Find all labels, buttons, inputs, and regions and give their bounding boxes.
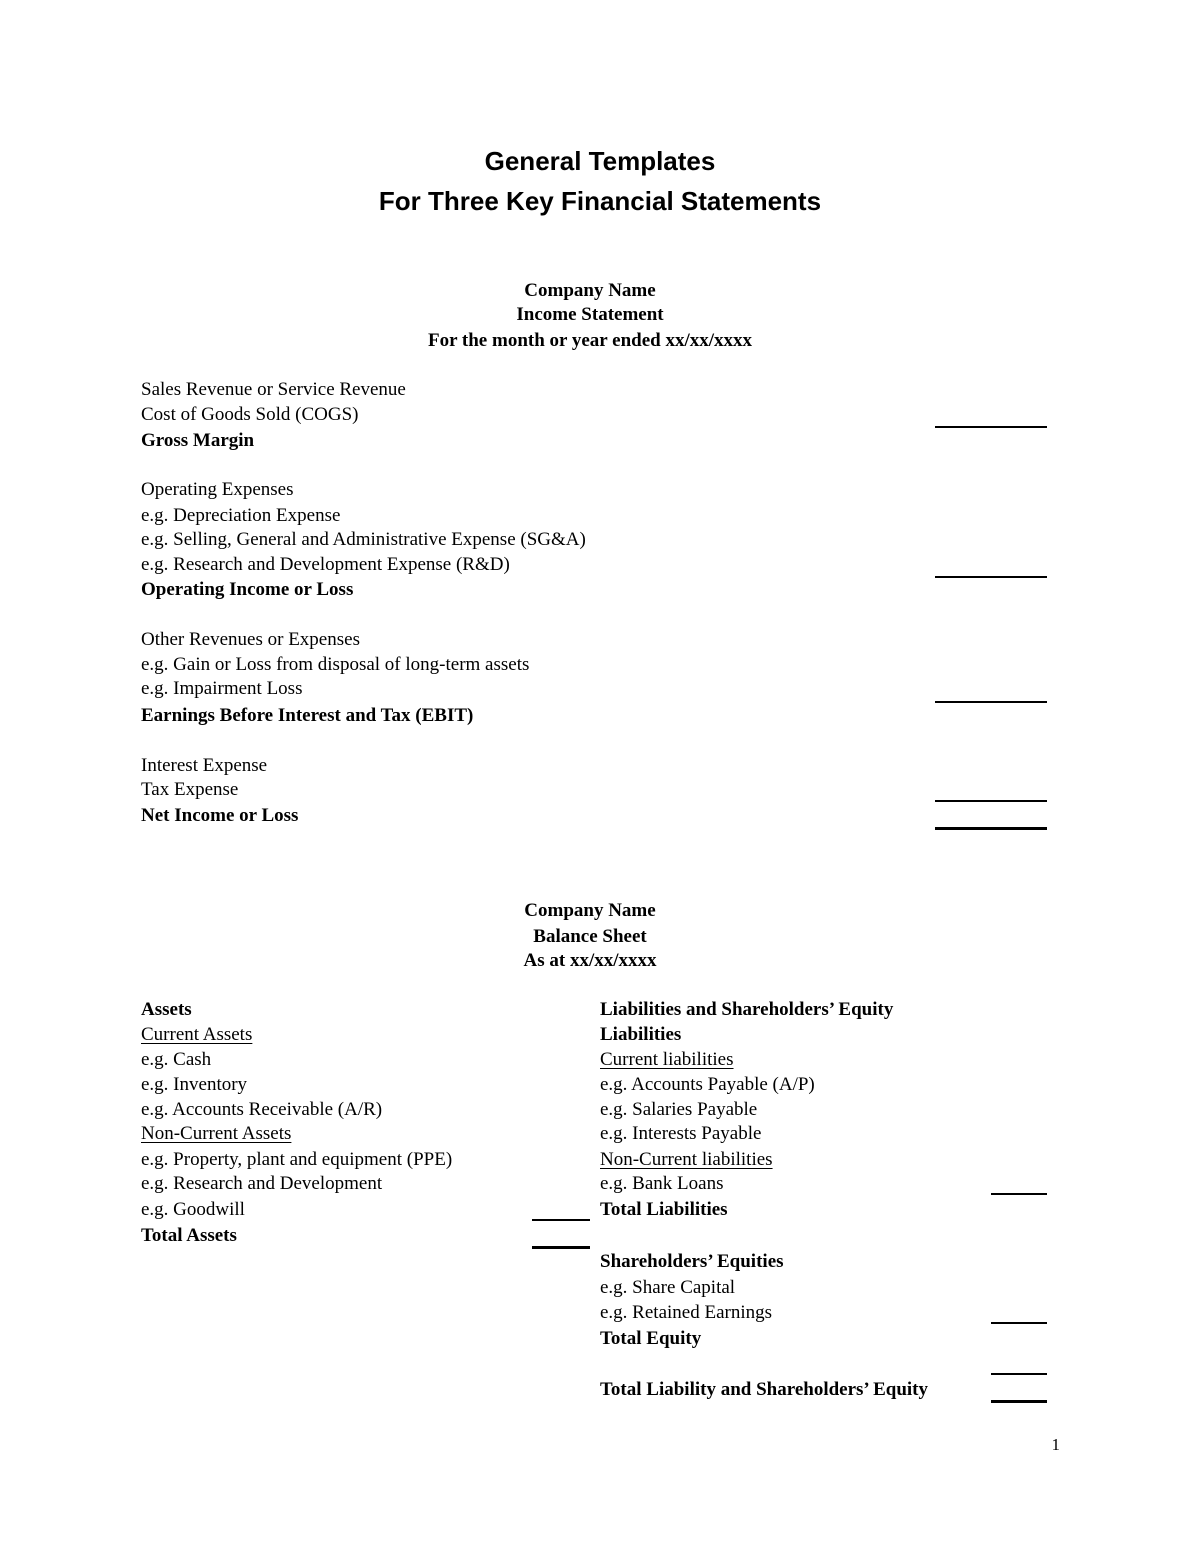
page-number: 1 <box>1051 1435 1060 1454</box>
liability-line-accounts-payable: e.g. Accounts Payable (A/P) <box>600 1074 815 1095</box>
subtotal-rule-tax <box>935 800 1047 802</box>
balance-sheet-company: Company Name <box>524 900 656 921</box>
asset-line-rnd: e.g. Research and Development <box>141 1173 383 1194</box>
income-statement-company: Company Name <box>524 280 656 301</box>
current-assets-heading: Current Assets <box>141 1024 253 1045</box>
income-line-impairment: e.g. Impairment Loss <box>141 678 303 699</box>
liabilities-equity-heading: Liabilities and Shareholders’ Equity <box>600 999 894 1020</box>
subtotal-rule-liabilities <box>991 1193 1047 1195</box>
income-line-operating-income: Operating Income or Loss <box>141 579 354 600</box>
income-line-rnd: e.g. Research and Development Expense (R&D) <box>141 554 510 575</box>
asset-line-ppe: e.g. Property, plant and equipment (PPE) <box>141 1149 453 1170</box>
income-statement-title: Income Statement <box>516 304 664 325</box>
asset-line-cash: e.g. Cash <box>141 1049 212 1070</box>
liability-line-bank-loans: e.g. Bank Loans <box>600 1173 724 1194</box>
subtotal-rule-total-liabilities-equity <box>991 1373 1047 1375</box>
income-line-tax-expense: Tax Expense <box>141 779 239 800</box>
shareholders-equities-heading: Shareholders’ Equities <box>600 1251 784 1272</box>
total-liability-and-equity: Total Liability and Shareholders’ Equity <box>600 1379 929 1400</box>
total-assets: Total Assets <box>141 1225 237 1246</box>
total-rule-assets <box>532 1246 590 1249</box>
balance-sheet-period: As at xx/xx/xxxx <box>523 950 657 971</box>
equity-line-share-capital: e.g. Share Capital <box>600 1277 736 1298</box>
income-line-ebit: Earnings Before Interest and Tax (EBIT) <box>141 705 474 726</box>
subtotal-rule-other <box>935 701 1047 703</box>
income-line-depreciation: e.g. Depreciation Expense <box>141 505 341 526</box>
income-line-gain-loss: e.g. Gain or Loss from disposal of long-term assets <box>141 654 530 675</box>
total-equity: Total Equity <box>600 1328 702 1349</box>
liability-line-salaries-payable: e.g. Salaries Payable <box>600 1099 758 1120</box>
income-line-other-revenues: Other Revenues or Expenses <box>141 629 360 650</box>
income-line-interest-expense: Interest Expense <box>141 755 268 776</box>
non-current-assets-heading: Non-Current Assets <box>141 1123 292 1144</box>
non-current-liabilities-heading: Non-Current liabilities <box>600 1149 773 1170</box>
liabilities-heading: Liabilities <box>600 1024 682 1045</box>
income-statement-period: For the month or year ended xx/xx/xxxx <box>427 330 753 351</box>
assets-heading: Assets <box>141 999 192 1020</box>
liability-line-interests-payable: e.g. Interests Payable <box>600 1123 762 1144</box>
income-line-cogs: Cost of Goods Sold (COGS) <box>141 404 359 425</box>
asset-line-inventory: e.g. Inventory <box>141 1074 248 1095</box>
document-title-line-1: General Templates <box>484 146 716 176</box>
subtotal-rule-cogs <box>935 426 1047 428</box>
total-rule-net-income <box>935 827 1047 830</box>
total-rule-liabilities-equity <box>991 1400 1047 1403</box>
income-line-operating-expenses: Operating Expenses <box>141 479 294 500</box>
equity-line-retained-earnings: e.g. Retained Earnings <box>600 1302 773 1323</box>
income-line-gross-margin: Gross Margin <box>141 430 255 451</box>
asset-line-receivable: e.g. Accounts Receivable (A/R) <box>141 1099 383 1120</box>
income-line-sales-revenue: Sales Revenue or Service Revenue <box>141 379 406 400</box>
subtotal-rule-assets <box>532 1219 590 1221</box>
asset-line-goodwill: e.g. Goodwill <box>141 1199 245 1220</box>
current-liabilities-heading: Current liabilities <box>600 1049 734 1070</box>
subtotal-rule-equity <box>991 1322 1047 1324</box>
income-line-net-income: Net Income or Loss <box>141 805 299 826</box>
total-liabilities: Total Liabilities <box>600 1199 728 1220</box>
document-title-line-2: For Three Key Financial Statements <box>378 186 822 216</box>
balance-sheet-title: Balance Sheet <box>533 926 647 947</box>
subtotal-rule-operating <box>935 576 1047 578</box>
income-line-sga: e.g. Selling, General and Administrative Expense (SG&A) <box>141 529 586 550</box>
